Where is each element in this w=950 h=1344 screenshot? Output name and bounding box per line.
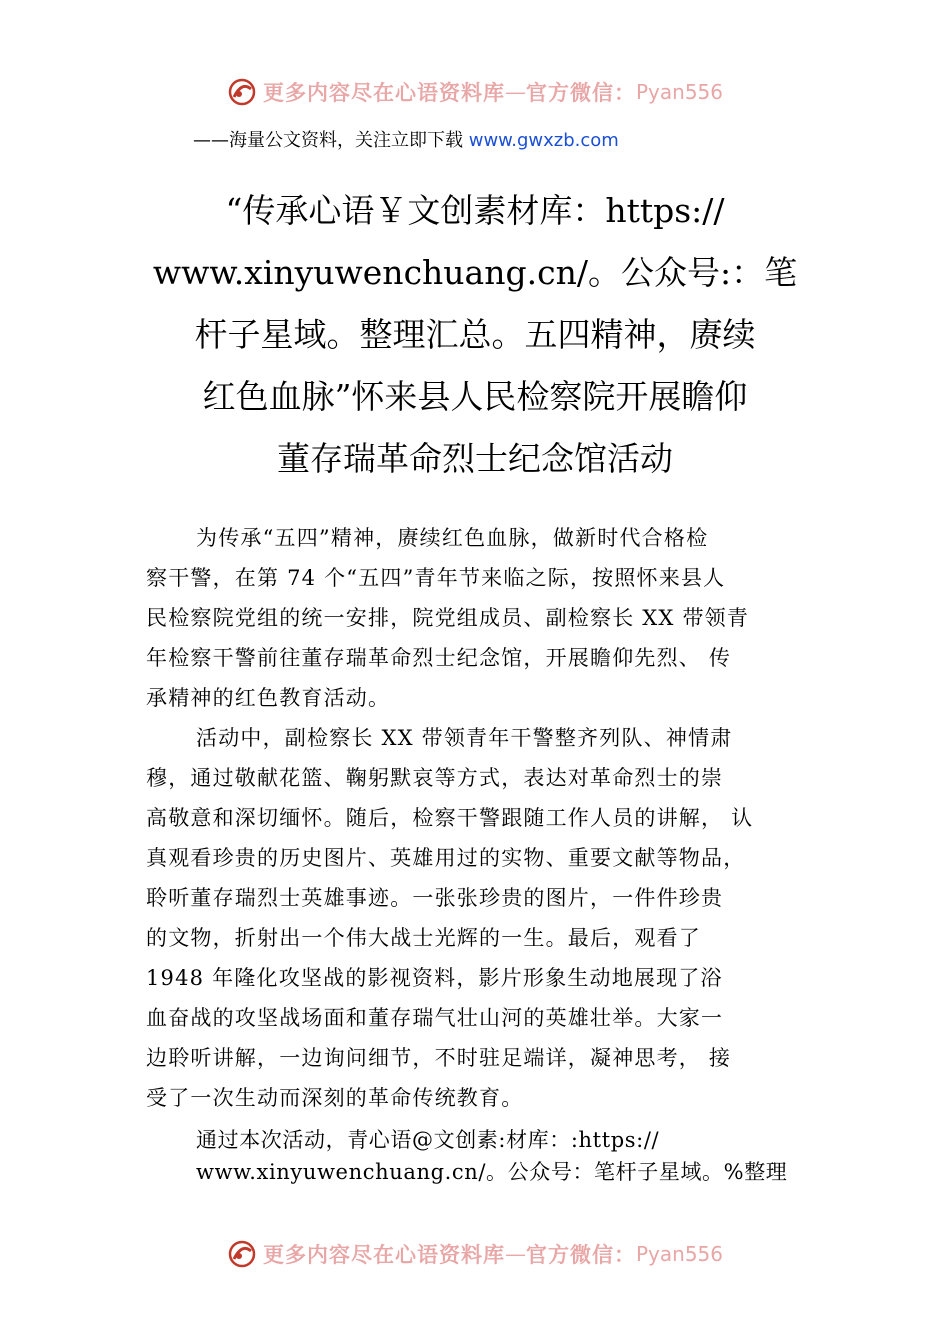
banner-title: 更多内容尽在心语资料库 (262, 1242, 505, 1267)
download-notice (193, 126, 619, 152)
body-line: 穆，通过敬献花篮、鞠躬默哀等方式，表达对革命烈士的崇 (146, 766, 724, 790)
download-notice-text: ——海量公文资料，关注立即下载 (193, 130, 463, 151)
document-title (140, 180, 810, 490)
logo-icon (227, 77, 257, 107)
body-line: 活动中，副检察长 XX 带领青年干警整齐列队、神情肃 (196, 726, 733, 750)
site-link[interactable]: www.gwxzb.com (468, 130, 619, 151)
title-line: “传承心语￥文创素材库：https:// (225, 191, 725, 230)
body-line: 高敬意和深切缅怀。随后，检察干警跟随工作人员的讲解， 认 (146, 806, 754, 830)
body-line: 的文物，折射出一个伟大战士光辉的一生。最后，观看了 (146, 926, 701, 950)
body-line: www.xinyuwenchuang.cn/。公众号：笔杆子星域。%整理 (196, 1160, 788, 1184)
body-line: 聆听董存瑞烈士英雄事迹。一张张珍贵的图片，一件件珍贵 (146, 886, 724, 910)
title-line: 杆子星域。整理汇总。五四精神，赓续 (194, 315, 756, 354)
body-line: 边聆听讲解，一边询问细节，不时驻足端详，凝神思考， 接 (146, 1046, 732, 1070)
body-line: 察干警，在第 74 个“五四”青年节来临之际，按照怀来县人 (146, 566, 726, 590)
banner-wechat-label: 官方微信： (525, 1242, 636, 1267)
body-line: 血奋战的攻坚战场面和董存瑞气壮山河的英雄壮举。大家一 (146, 1006, 724, 1030)
body-line: 1948 年隆化攻坚战的影视资料，影片形象生动地展现了浴 (146, 966, 723, 990)
body-line: 承精神的红色教育活动。 (146, 686, 391, 710)
title-line: 红色血脉”怀来县人民检察院开展瞻仰 (202, 377, 748, 416)
body-line: 民检察院党组的统一安排，院党组成员、副检察长 XX 带领青 (146, 606, 750, 630)
body-final-paragraph (196, 1124, 787, 1188)
banner-wechat-label: 官方微信： (525, 80, 636, 105)
body-line: 通过本次活动，青心语@文创素:材库：:https:// (196, 1128, 660, 1152)
body-line: 真观看珍贵的历史图片、英雄用过的实物、重要文献等物品， (146, 846, 746, 870)
banner-separator: — (504, 1242, 526, 1266)
document-body (146, 518, 808, 1118)
title-line: www.xinyuwenchuang.cn/。公众号:：笔 (152, 253, 798, 292)
footer-banner (0, 1234, 950, 1274)
banner-wechat-id: Pyan556 (635, 80, 723, 104)
body-line: 年检察干警前往董存瑞革命烈士纪念馆，开展瞻仰先烈、 传 (146, 646, 732, 670)
body-line: 受了一次生动而深刻的革命传统教育。 (146, 1086, 524, 1110)
banner-title: 更多内容尽在心语资料库 (262, 80, 505, 105)
body-line: 为传承“五四”精神，赓续红色血脉，做新时代合格检 (196, 526, 709, 550)
banner-separator: — (504, 80, 526, 104)
banner-wechat-id: Pyan556 (635, 1242, 723, 1266)
title-line: 董存瑞革命烈士纪念馆活动 (277, 439, 673, 478)
logo-icon (227, 1239, 257, 1269)
header-banner (0, 72, 950, 112)
